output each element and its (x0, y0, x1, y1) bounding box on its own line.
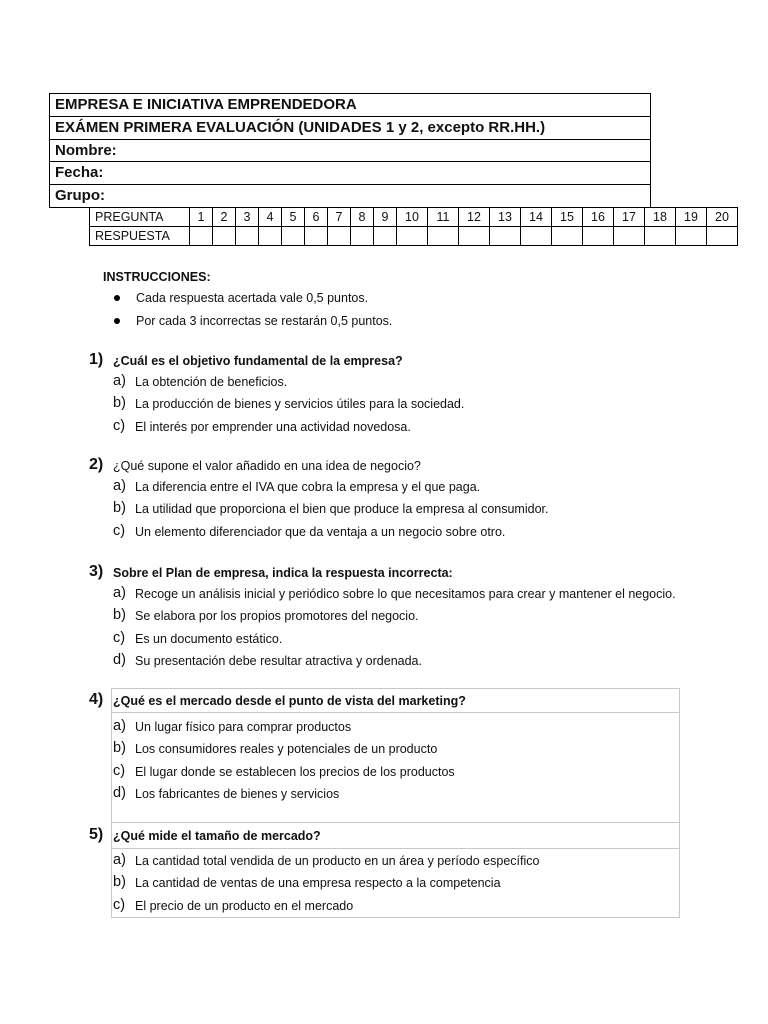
answer-cell[interactable] (190, 227, 213, 246)
option-text: La cantidad de ventas de una empresa respecto a la competencia (135, 876, 501, 891)
grid-number: 18 (645, 208, 676, 227)
bullet-icon (114, 318, 120, 324)
grid-number: 10 (397, 208, 428, 227)
answer-cell[interactable] (305, 227, 328, 246)
option-letter: c) (113, 762, 126, 779)
option-letter: a) (113, 852, 126, 868)
answer-option[interactable] (89, 785, 684, 807)
question-number: 2) (89, 456, 104, 473)
answer-cell[interactable] (397, 227, 428, 246)
answer-cell[interactable] (236, 227, 259, 246)
question-5 (89, 826, 684, 919)
option-text: Se elabora por los propios promotores del negocio. (135, 609, 419, 624)
grid-number: 2 (213, 208, 236, 227)
answer-option[interactable] (89, 523, 684, 545)
instruction-text: Por cada 3 incorrectas se restarán 0,5 puntos. (136, 313, 393, 328)
question-header (89, 563, 684, 585)
question-2 (89, 456, 684, 545)
question-text: ¿Qué es el mercado desde el punto de vista del marketing? (113, 694, 466, 708)
option-letter: d) (113, 785, 126, 802)
name-field[interactable]: Nombre: (50, 140, 650, 163)
option-letter: c) (113, 522, 126, 539)
option-letter: b) (113, 395, 126, 412)
exam-title: EXÁMEN PRIMERA EVALUACIÓN (UNIDADES 1 y 2, excepto RR.HH.) (50, 117, 650, 140)
grid-number: 17 (614, 208, 645, 227)
question-header (89, 456, 684, 478)
option-text: Los consumidores reales y potenciales de un producto (135, 742, 438, 757)
option-text: Es un documento estático. (135, 631, 283, 646)
question-header (89, 826, 684, 852)
question-number: 1) (89, 351, 104, 368)
instruction-text: Cada respuesta acertada vale 0,5 puntos. (136, 291, 369, 305)
option-text: La obtención de beneficios. (135, 375, 288, 389)
answer-option[interactable] (89, 585, 684, 607)
answer-option[interactable] (89, 718, 684, 740)
option-letter: b) (113, 740, 126, 757)
option-text: La cantidad total vendida de un producto en un área y período específico (135, 854, 540, 868)
answer-option[interactable] (89, 373, 684, 395)
question-number: 4) (89, 691, 104, 708)
answer-option[interactable] (89, 897, 684, 919)
grid-number: 7 (328, 208, 351, 227)
option-text: El precio de un producto en el mercado (135, 898, 354, 913)
option-text: El interés por emprender una actividad novedosa. (135, 419, 411, 434)
instructions (103, 270, 392, 335)
grid-number: 19 (676, 208, 707, 227)
question-number: 5) (89, 826, 104, 843)
question-text: ¿Qué supone el valor añadido en una idea de negocio? (113, 459, 421, 473)
grid-number: 9 (374, 208, 397, 227)
question-1 (89, 351, 684, 440)
answer-cell[interactable] (213, 227, 236, 246)
option-text: La utilidad que proporciona el bien que produce la empresa al consumidor. (135, 502, 549, 517)
grid-number: 14 (521, 208, 552, 227)
grid-number: 8 (351, 208, 374, 227)
grid-number: 4 (259, 208, 282, 227)
option-text: Un elemento diferenciador que da ventaja a un negocio sobre otro. (135, 524, 506, 539)
answer-cell[interactable] (552, 227, 583, 246)
answer-cell[interactable] (614, 227, 645, 246)
answer-option[interactable] (89, 395, 684, 417)
answer-option[interactable] (89, 500, 684, 522)
question-header (89, 691, 684, 718)
date-field[interactable]: Fecha: (50, 162, 650, 185)
answer-option[interactable] (89, 763, 684, 785)
question-4 (89, 691, 684, 808)
answer-cell[interactable] (259, 227, 282, 246)
option-letter: a) (113, 478, 126, 494)
exam-header (49, 93, 651, 208)
question-text: ¿Cuál es el objetivo fundamental de la empresa? (113, 354, 403, 368)
option-letter: a) (113, 718, 126, 734)
grid-number: 1 (190, 208, 213, 227)
answer-cell[interactable] (459, 227, 490, 246)
group-field[interactable]: Grupo: (50, 185, 650, 208)
option-text: La producción de bienes y servicios útiles para la sociedad. (135, 397, 465, 412)
grid-number: 3 (236, 208, 259, 227)
answer-option[interactable] (89, 630, 684, 652)
instructions-title: INSTRUCCIONES: (103, 270, 211, 284)
bullet-icon (114, 295, 120, 301)
answer-row (90, 227, 738, 246)
answer-option[interactable] (89, 607, 684, 629)
option-letter: a) (113, 585, 126, 601)
grid-number: 15 (552, 208, 583, 227)
answer-cell[interactable] (521, 227, 552, 246)
option-letter: c) (113, 629, 126, 646)
option-letter: b) (113, 607, 126, 624)
option-text: Un lugar físico para comprar productos (135, 720, 352, 734)
grid-number: 20 (707, 208, 738, 227)
option-text: Recoge un análisis inicial y periódico sobre lo que necesitamos para crear y mantener el negocio. (135, 587, 676, 601)
answer-row-label: RESPUESTA (90, 227, 190, 246)
answer-cell[interactable] (490, 227, 521, 246)
question-text: Sobre el Plan de empresa, indica la respuesta incorrecta: (113, 566, 453, 580)
subject-title: EMPRESA E INICIATIVA EMPRENDEDORA (50, 94, 650, 117)
answer-cell[interactable] (428, 227, 459, 246)
grid-number: 11 (428, 208, 459, 227)
option-letter: c) (113, 417, 126, 434)
answer-option[interactable] (89, 874, 684, 896)
answer-option[interactable] (89, 740, 684, 762)
option-letter: b) (113, 500, 126, 517)
question-text: ¿Qué mide el tamaño de mercado? (113, 829, 321, 843)
row-divider (111, 822, 679, 823)
grid-number: 13 (490, 208, 521, 227)
instruction-item (103, 313, 392, 336)
answer-cell[interactable] (583, 227, 614, 246)
option-text: Los fabricantes de bienes y servicios (135, 787, 340, 802)
question-number: 3) (89, 563, 104, 580)
answer-cell[interactable] (676, 227, 707, 246)
answer-option[interactable] (89, 418, 684, 440)
question-row-label: PREGUNTA (90, 208, 190, 227)
answer-option[interactable] (89, 852, 684, 874)
answer-option[interactable] (89, 478, 684, 500)
answer-grid (89, 207, 738, 246)
option-letter: d) (113, 652, 126, 669)
answer-cell[interactable] (328, 227, 351, 246)
question-3 (89, 563, 684, 675)
option-text: El lugar donde se establecen los precios de los productos (135, 764, 455, 779)
answer-cell[interactable] (351, 227, 374, 246)
grid-number: 5 (282, 208, 305, 227)
answer-cell[interactable] (645, 227, 676, 246)
answer-cell[interactable] (374, 227, 397, 246)
question-number-row (90, 208, 738, 227)
option-letter: c) (113, 896, 126, 913)
option-text: La diferencia entre el IVA que cobra la empresa y el que paga. (135, 480, 481, 494)
question-header (89, 351, 684, 373)
answer-cell[interactable] (282, 227, 305, 246)
answer-cell[interactable] (707, 227, 738, 246)
option-text: Su presentación debe resultar atractiva y ordenada. (135, 654, 422, 669)
option-letter: a) (113, 373, 126, 389)
answer-option[interactable] (89, 652, 684, 674)
instruction-item (103, 290, 392, 313)
grid-number: 16 (583, 208, 614, 227)
grid-number: 12 (459, 208, 490, 227)
option-letter: b) (113, 874, 126, 891)
grid-number: 6 (305, 208, 328, 227)
